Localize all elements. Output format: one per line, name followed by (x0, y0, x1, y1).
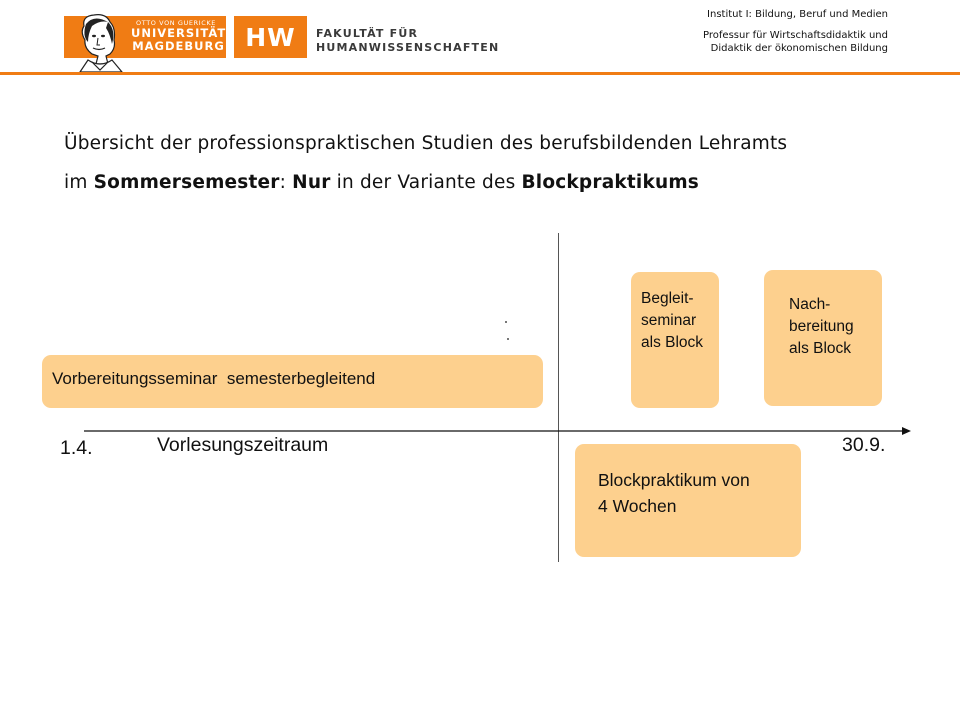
faculty-line-2: HUMANWISSENSCHAFTEN (316, 41, 500, 54)
nach-line-2: bereitung (789, 318, 854, 335)
title-line-2 (64, 172, 699, 193)
university-line-1: UNIVERSITÄT (131, 26, 227, 40)
title-text: : (279, 172, 293, 193)
title-line-1: Übersicht der professionspraktischen Studien des berufsbildenden Lehramts (64, 133, 788, 154)
nach-line-3: als Block (789, 340, 852, 357)
vorbereitungsseminar-box: Vorbereitungsseminar semesterbegleitend (42, 355, 543, 408)
timeline-axis (0, 420, 960, 442)
guericke-portrait-icon (70, 14, 132, 72)
title-bold-blockpraktikum: Blockpraktikums (521, 172, 700, 193)
begleit-line-2: seminar (641, 312, 697, 329)
block-line-2: 4 Wochen (598, 496, 677, 516)
timeline-arrow-icon (902, 427, 911, 435)
nach-line-1: Nach- (789, 296, 831, 313)
axis-start-label: 1.4. (60, 437, 93, 459)
hw-logo: HW (234, 16, 307, 58)
nachbereitung-box (764, 270, 882, 406)
title-text: im (64, 172, 94, 193)
begleitseminar-box (631, 272, 719, 408)
institute-label: Institut I: Bildung, Beruf und Medien (707, 9, 888, 20)
stray-dot (505, 321, 507, 323)
chair-line-1: Professur für Wirtschaftsdidaktik und (703, 30, 888, 41)
axis-end-label: 30.9. (842, 434, 886, 456)
blockpraktikum-box (575, 444, 801, 557)
chair-line-2: Didaktik der ökonomischen Bildung (710, 43, 888, 54)
title-text: in der Variante des (330, 172, 522, 193)
university-small-label: OTTO VON GUERICKE (136, 19, 216, 27)
faculty-name (316, 27, 499, 55)
chair-label (703, 29, 888, 55)
university-name (131, 27, 226, 53)
faculty-line-1: FAKULTÄT FÜR (316, 27, 419, 40)
title-bold-nur: Nur (292, 172, 331, 193)
stray-dot (507, 338, 509, 340)
block-line-1: Blockpraktikum von (598, 470, 750, 490)
semester-divider-line (558, 233, 559, 562)
begleit-line-3: als Block (641, 334, 704, 351)
university-line-2: MAGDEBURG (132, 39, 225, 53)
header-divider (0, 72, 960, 75)
begleit-line-1: Begleit- (641, 290, 694, 307)
lecture-period-label: Vorlesungszeitraum (157, 434, 329, 456)
title-bold-sommersemester: Sommersemester (93, 172, 280, 193)
